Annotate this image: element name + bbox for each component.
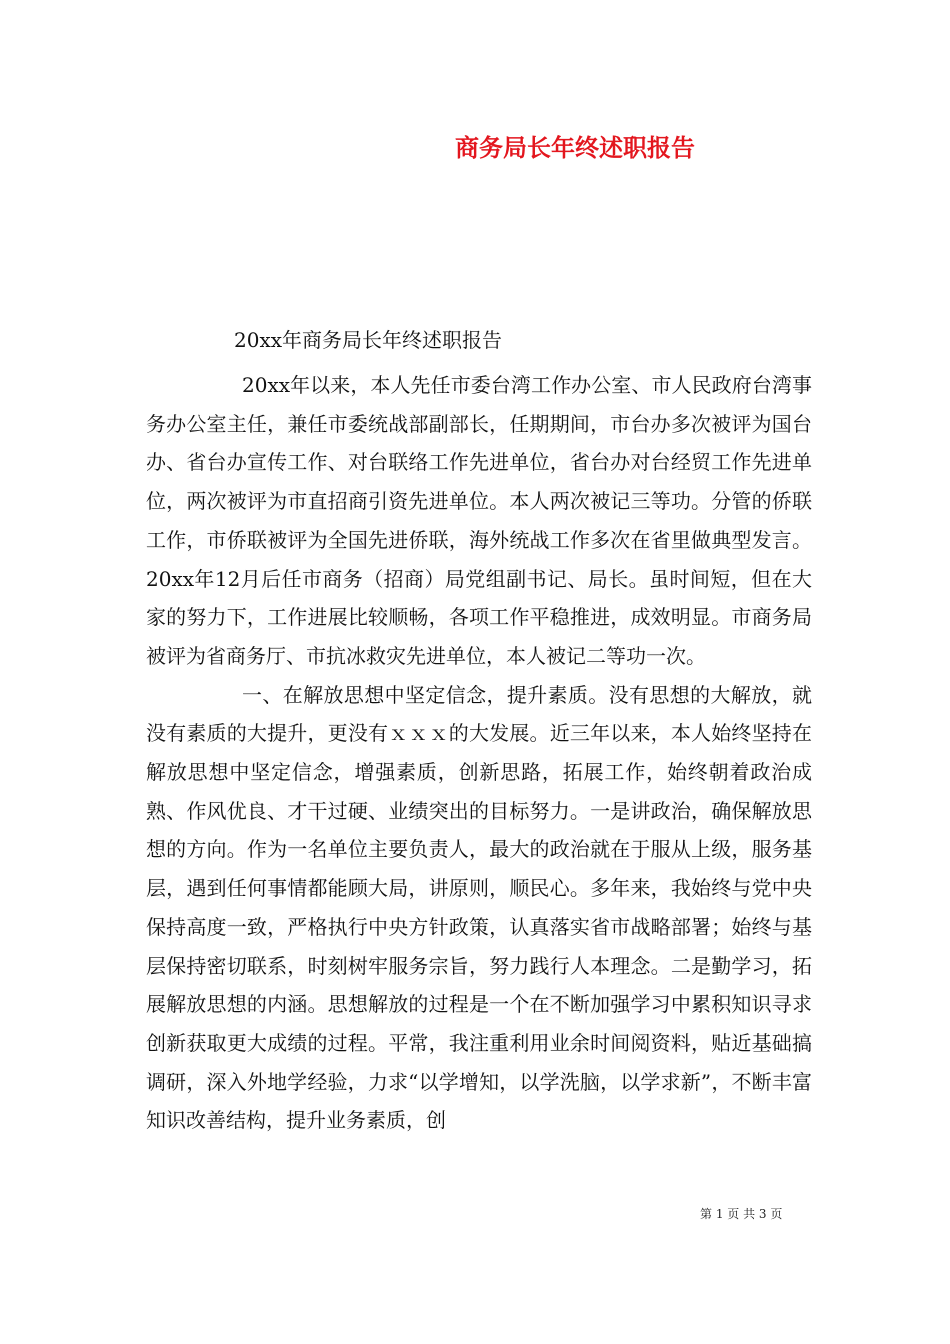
page-indicator: 第 1 页 共 3 页 [700, 1207, 783, 1221]
document-subtitle: 20xx年商务局长年终述职报告 [234, 328, 503, 352]
document-body [146, 366, 812, 1140]
paragraph-2: 一、在解放思想中坚定信念，提升素质。没有思想的大解放，就没有素质的大提升，更没有ｘｘｘ的大发展。近三年以来，本人始终坚持在解放思想中坚定信念，增强素质，创新思路，拓展工作，始终朝着政治成熟、作风优良、才干过硬、业绩突出的目标努力。一是讲政治，确保解放思想的方向。作为一名单位主要负责人，最大的政治就在于服从上级，服务基层，遇到任何事情都能顾大局，讲原则，顺民心。多年来，我始终与党中央保持高度一致，严格执行中央方针政策，认真落实省市战略部署；始终与基层保持密切联系，时刻树牢服务宗旨，努力践行人本理念。二是勤学习，拓展解放思想的内涵。思想解放的过程是一个在不断加强学习中累积知识寻求创新获取更大成绩的过程。平常，我注重利用业余时间阅资料，贴近基础搞调研，深入外地学经验，力求“以学增知，以学洗脑，以学求新”，不断丰富知识改善结构，提升业务素质，创 [146, 682, 812, 1133]
document-title: 商务局长年终述职报告 [455, 133, 695, 162]
paragraph-1: 20xx年以来，本人先任市委台湾工作办公室、市人民政府台湾事务办公室主任，兼任市委统战部副部长，任期期间，市台办多次被评为国台办、省台办宣传工作、对台联络工作先进单位，省台办对台经贸工作先进单位，两次被评为市直招商引资先进单位。本人两次被记三等功。分管的侨联工作，市侨联被评为全国先进侨联，海外统战工作多次在省里做典型发言。20xx年12月后任市商务（招商）局党组副书记、局长。虽时间短，但在大家的努力下，工作进展比较顺畅，各项工作平稳推进，成效明显。市商务局被评为省商务厅、市抗冰救灾先进单位，本人被记二等功一次。 [146, 373, 812, 668]
